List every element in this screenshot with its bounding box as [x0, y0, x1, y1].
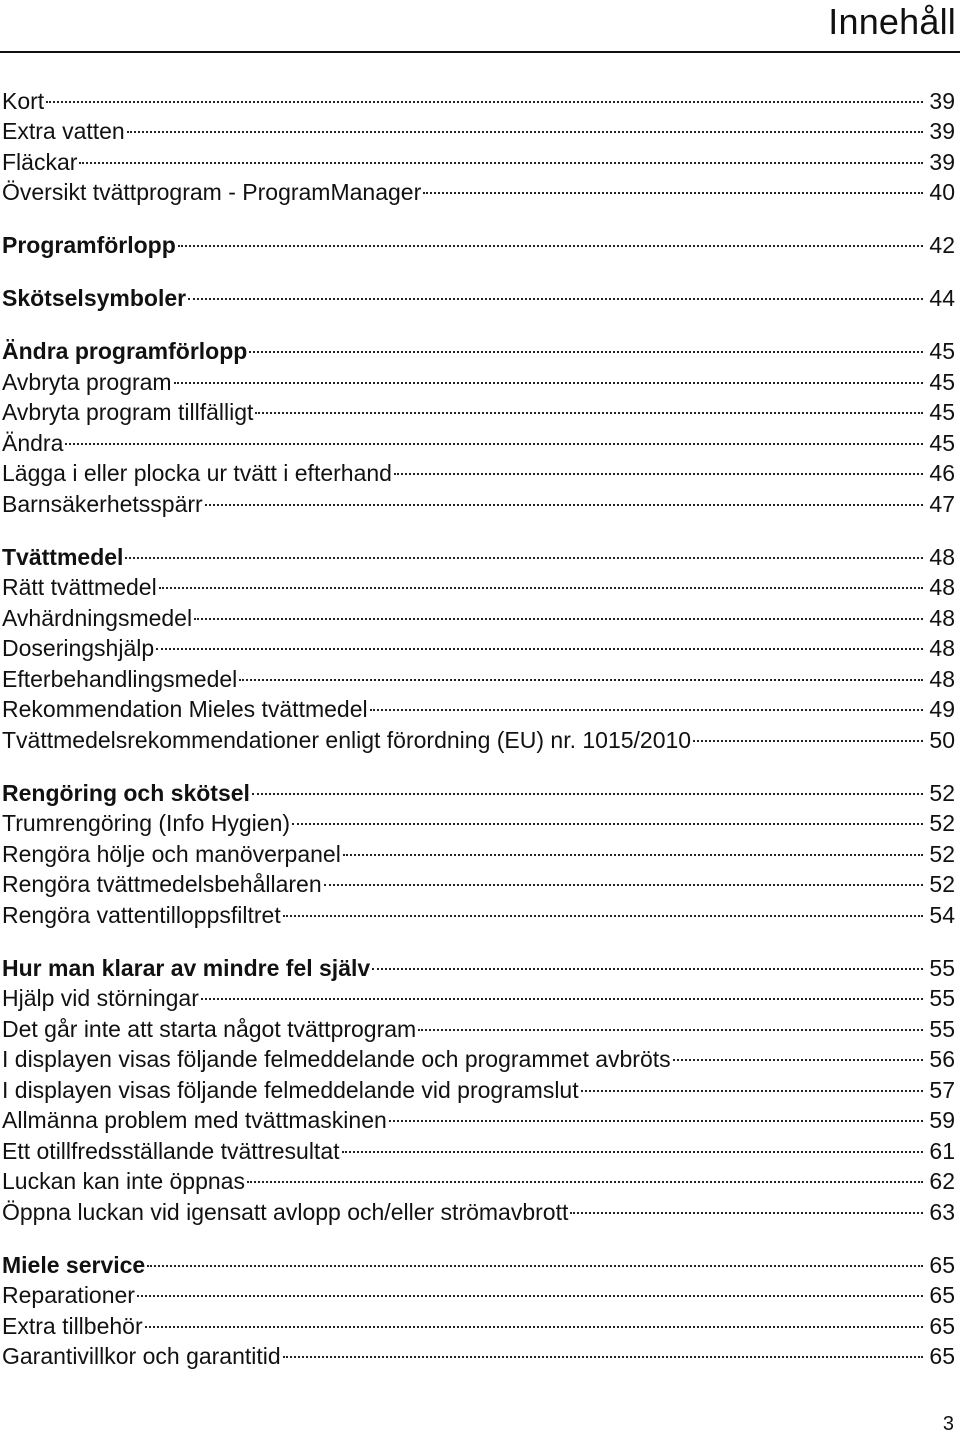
toc-entry[interactable]	[2, 1242, 955, 1278]
dot-leader	[693, 717, 923, 748]
toc-entry-page-number: 57	[929, 1076, 955, 1103]
toc-entry[interactable]	[2, 276, 955, 311]
dot-leader	[194, 595, 923, 626]
toc-entry-page-number: 52	[929, 840, 955, 867]
toc-entry-page-number: 47	[929, 490, 955, 517]
toc-entry-page-number: 65	[929, 1282, 955, 1308]
dot-leader	[65, 420, 923, 451]
toc-entry[interactable]	[2, 451, 955, 486]
dot-leader	[159, 565, 923, 596]
dot-leader	[283, 1334, 923, 1365]
table-of-contents	[2, 78, 955, 1369]
toc-entry-page-number: 45	[929, 338, 955, 364]
toc-entry-label: Reparationer	[2, 1282, 135, 1308]
toc-entry-page-number: 45	[929, 429, 955, 456]
toc-entry[interactable]	[2, 534, 955, 570]
toc-entry-page-number: 52	[929, 871, 955, 897]
toc-entry-page-number: 45	[929, 368, 955, 395]
toc-entry-label: Rätt tvättmedel	[2, 574, 157, 600]
dot-leader	[673, 1037, 923, 1068]
toc-entry[interactable]	[2, 1334, 955, 1369]
dot-leader	[145, 1303, 923, 1334]
toc-entry-label: I displayen visas följande felmeddelande vid programslut	[2, 1076, 579, 1103]
toc-entry[interactable]	[2, 329, 955, 364]
toc-entry-label: Miele service	[2, 1251, 146, 1278]
dot-leader	[125, 534, 923, 565]
toc-entry-label: Rengöra hölje och manöverpanel	[2, 840, 341, 867]
toc-entry[interactable]	[2, 109, 955, 144]
toc-entry-label: Ändra	[2, 429, 64, 456]
dot-leader	[252, 770, 923, 801]
dot-leader	[156, 626, 923, 657]
toc-entry-page-number: 63	[929, 1198, 955, 1225]
toc-entry-page-number: 44	[929, 285, 955, 311]
toc-entry-label: Extra tillbehör	[2, 1312, 143, 1339]
toc-entry-label: Avhärdningsmedel	[2, 604, 193, 631]
toc-entry-page-number: 52	[929, 810, 955, 836]
toc-entry[interactable]	[2, 565, 955, 600]
toc-entry-page-number: 42	[929, 232, 955, 258]
toc-entry-label: Ett otillfredsställande tvättresultat	[2, 1137, 340, 1164]
toc-entry-label: Efterbehandlingsmedel	[2, 665, 238, 692]
dot-leader	[389, 1098, 923, 1129]
toc-entry-label: Rengöra tvättmedelsbehållaren	[2, 871, 322, 897]
page-header	[0, 0, 960, 60]
toc-entry[interactable]	[2, 420, 955, 456]
toc-entry-label: Rengöra vattentilloppsfiltret	[2, 901, 281, 928]
toc-entry-page-number: 46	[929, 460, 955, 486]
dot-leader	[418, 1006, 923, 1037]
toc-entry-label: Avbryta program	[2, 368, 172, 395]
toc-entry-label: Tvättmedelsrekommendationer enligt förordning (EU) nr. 1015/2010	[2, 726, 692, 753]
toc-entry-page-number: 48	[929, 665, 955, 692]
toc-entry-label: Trumrengöring (Info Hygien)	[2, 810, 291, 836]
dot-leader	[570, 1189, 923, 1220]
toc-entry-page-number: 39	[929, 87, 955, 114]
toc-entry-page-number: 65	[929, 1312, 955, 1339]
dot-leader	[343, 831, 923, 862]
header-divider	[0, 51, 960, 53]
dot-leader	[394, 451, 923, 482]
toc-entry-page-number: 52	[929, 779, 955, 806]
toc-entry-label: Allmänna problem med tvättmaskinen	[2, 1107, 387, 1133]
toc-entry[interactable]	[2, 139, 955, 175]
toc-entry-page-number: 50	[929, 726, 955, 753]
toc-entry-label: Programförlopp	[2, 232, 176, 258]
toc-entry-page-number: 65	[929, 1343, 955, 1369]
toc-entry-page-number: 54	[929, 901, 955, 928]
toc-entry-label: Doseringshjälp	[2, 635, 155, 661]
toc-entry[interactable]	[2, 945, 955, 981]
page-title: Innehåll	[828, 1, 956, 42]
dot-leader	[188, 276, 923, 307]
toc-entry-page-number: 61	[929, 1137, 955, 1164]
toc-entry-page-number: 40	[929, 179, 955, 205]
toc-entry-label: Det går inte att starta något tvättprogram	[2, 1015, 417, 1042]
toc-entry-label: Rengöring och skötsel	[2, 779, 250, 806]
toc-entry-label: Ändra programförlopp	[2, 338, 248, 364]
toc-entry[interactable]	[2, 1303, 955, 1339]
dot-leader	[137, 1273, 923, 1304]
dot-leader	[178, 223, 923, 254]
toc-entry-page-number: 62	[929, 1168, 955, 1194]
toc-entry-label: Avbryta program tillfälligt	[2, 399, 254, 425]
dot-leader	[372, 945, 923, 976]
toc-entry-label: Fläckar	[2, 148, 78, 175]
toc-entry-label: Barnsäkerhetsspärr	[2, 490, 203, 517]
toc-entry-page-number: 56	[929, 1046, 955, 1072]
dot-leader	[423, 170, 923, 201]
toc-entry-label: Hur man klarar av mindre fel själv	[2, 954, 371, 981]
dot-leader	[255, 390, 923, 421]
toc-entry-label: Översikt tvättprogram - ProgramManager	[2, 179, 422, 205]
dot-leader	[342, 1128, 924, 1159]
dot-leader	[370, 687, 923, 718]
dot-leader	[147, 1242, 923, 1273]
toc-entry-page-number: 48	[929, 574, 955, 600]
dot-leader	[239, 656, 923, 687]
toc-entry-label: I displayen visas följande felmeddelande och programmet avbröts	[2, 1046, 671, 1072]
toc-entry[interactable]	[2, 1273, 955, 1308]
dot-leader	[46, 78, 923, 109]
dot-leader	[581, 1067, 923, 1098]
dot-leader	[247, 1159, 923, 1190]
dot-leader	[205, 481, 923, 512]
toc-entry-page-number: 48	[929, 635, 955, 661]
dot-leader	[249, 329, 923, 360]
toc-entry-page-number: 45	[929, 399, 955, 425]
toc-entry-label: Garantivillkor och garantitid	[2, 1343, 281, 1369]
toc-entry-label: Hjälp vid störningar	[2, 985, 199, 1011]
page-number: 3	[942, 1413, 954, 1435]
dot-leader	[174, 359, 923, 390]
toc-entry-page-number: 48	[929, 604, 955, 631]
toc-entry-label: Lägga i eller plocka ur tvätt i efterhand	[2, 460, 392, 486]
toc-entry[interactable]	[2, 223, 955, 258]
toc-entry-label: Luckan kan inte öppnas	[2, 1168, 245, 1194]
dot-leader	[201, 976, 923, 1007]
toc-entry-page-number: 39	[929, 148, 955, 175]
toc-entry[interactable]	[2, 170, 955, 205]
toc-entry-label: Extra vatten	[2, 118, 125, 144]
toc-entry-page-number: 39	[929, 118, 955, 144]
toc-entry[interactable]	[2, 770, 955, 806]
toc-entry-label: Skötselsymboler	[2, 285, 187, 311]
toc-entry-page-number: 55	[929, 985, 955, 1011]
toc-entry[interactable]	[2, 78, 955, 114]
toc-entry-page-number: 48	[929, 543, 955, 570]
toc-entry-label: Öppna luckan vid igensatt avlopp och/eller strömavbrott	[2, 1198, 569, 1225]
dot-leader	[283, 892, 923, 923]
toc-entry-page-number: 55	[929, 954, 955, 981]
dot-leader	[127, 109, 923, 140]
toc-entry-label: Rekommendation Mieles tvättmedel	[2, 696, 368, 722]
toc-entry-label: Kort	[2, 87, 45, 114]
dot-leader	[324, 862, 923, 893]
toc-entry-label: Tvättmedel	[2, 543, 124, 570]
toc-entry-page-number: 55	[929, 1015, 955, 1042]
dot-leader	[79, 139, 923, 170]
toc-entry-page-number: 65	[929, 1251, 955, 1278]
dot-leader	[292, 801, 923, 832]
toc-entry-page-number: 49	[929, 696, 955, 722]
toc-entry-page-number: 59	[929, 1107, 955, 1133]
